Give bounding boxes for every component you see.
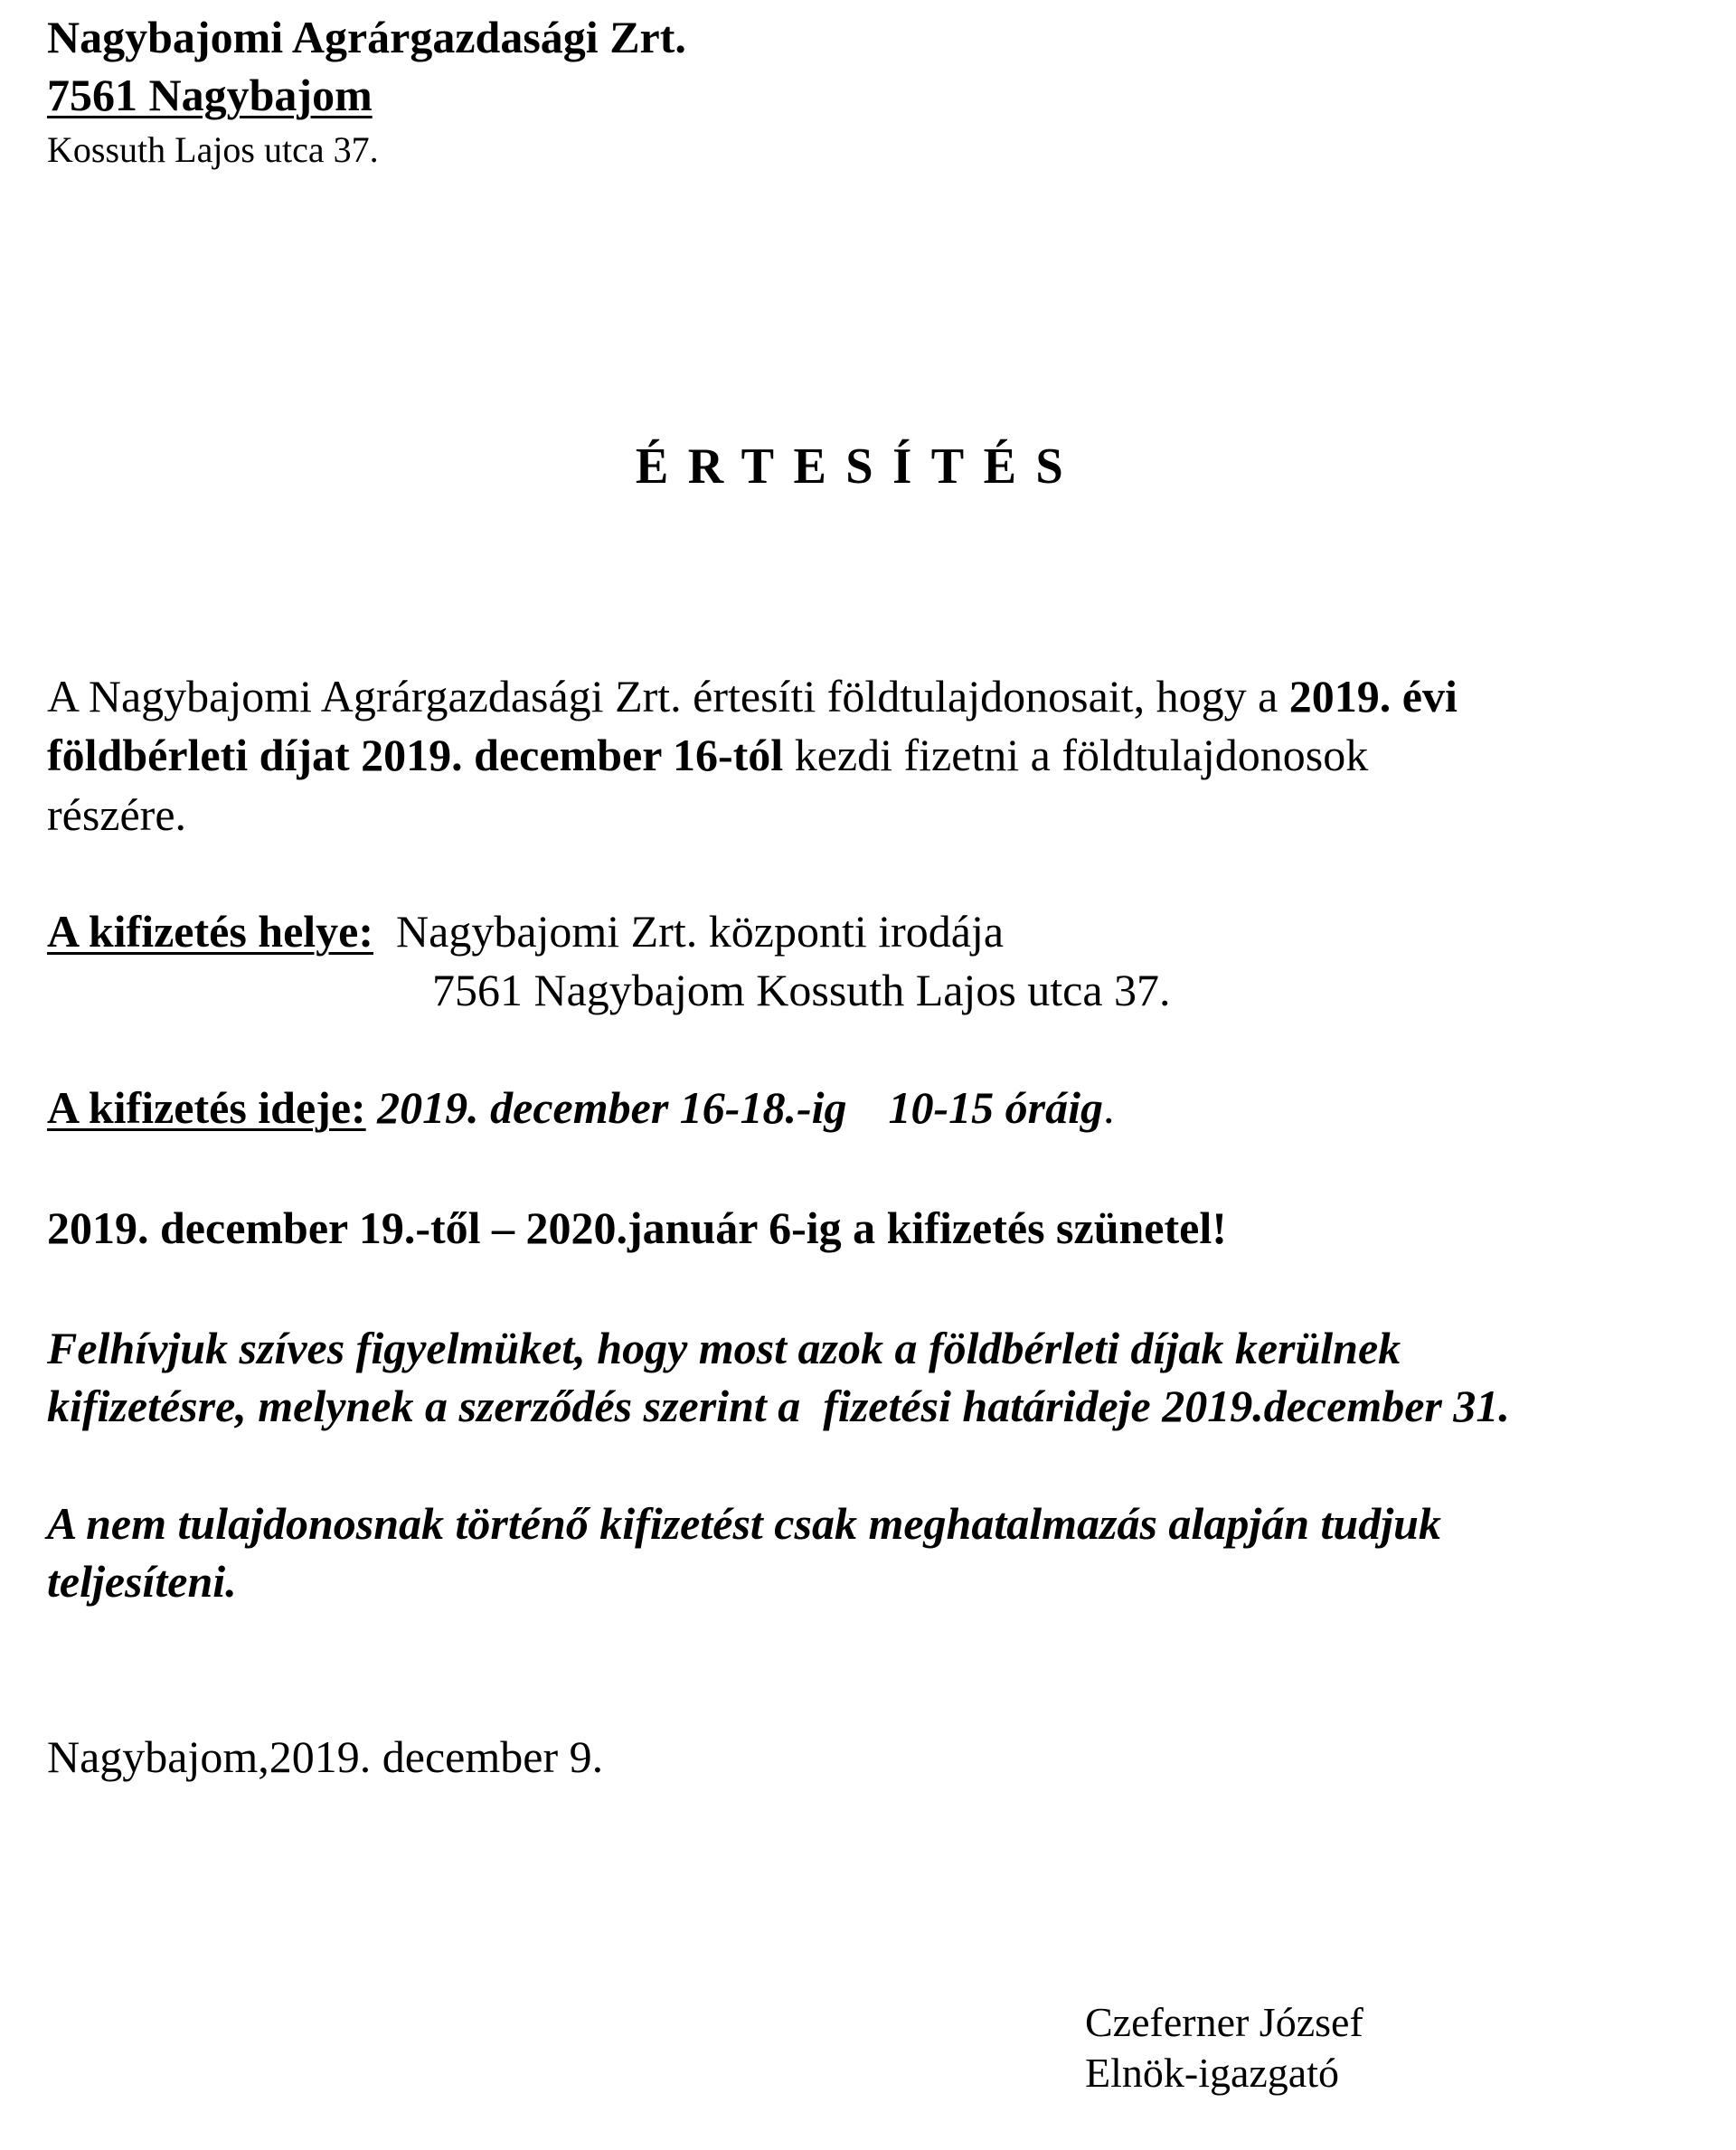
payment-time-end: . <box>1102 1082 1115 1133</box>
intro-text: A Nagybajomi Agrárgazdasági Zrt. értesíti földtulajdonosait, hogy a <box>47 671 1289 721</box>
signatory-name: Czeferner József <box>1085 1999 1363 2045</box>
intro-line <box>47 732 1368 778</box>
company-street: Kossuth Lajos utca 37. <box>47 129 379 170</box>
document-title: ÉRTESÍTÉS <box>635 438 1083 495</box>
place-and-date: Nagybajom,2019. december 9. <box>47 1731 604 1782</box>
intro-text: kezdi fizetni a földtulajdonosok <box>783 730 1369 780</box>
intro-fee-start: földbérleti díjat 2019. december 16-tól <box>47 730 784 780</box>
payment-place-label: A kifizetés helye: <box>47 906 374 957</box>
payment-place-value: Nagybajomi Zrt. központi irodája <box>396 906 1005 957</box>
company-name: Nagybajomi Agrárgazdasági Zrt. <box>47 12 686 62</box>
intro-year: 2019. évi <box>1288 671 1458 721</box>
payment-place-line <box>47 906 1005 957</box>
payment-time <box>47 1082 1115 1133</box>
notice-line: A nem tulajdonosnak történő kifizetést csak meghatalmazás alapján tudjuk <box>47 1498 1441 1549</box>
company-city: 7561 Nagybajom <box>47 70 373 120</box>
intro-line <box>47 671 1458 721</box>
signatory-position: Elnök-igazgató <box>1085 2050 1340 2096</box>
notice-line: Felhívjuk szíves figyelmüket, hogy most azok a földbérleti díjak kerülnek <box>47 1323 1401 1373</box>
payment-time-label: A kifizetés ideje: <box>47 1082 366 1133</box>
intro-line: részére. <box>47 789 187 840</box>
notice-line: teljesíteni. <box>47 1556 237 1607</box>
notice-line: kifizetésre, melynek a szerződés szerint a fizetési határideje 2019.december 31. <box>47 1381 1510 1431</box>
payment-time-dates: 2019. december 16-18.-ig <box>377 1082 847 1133</box>
payment-place-spacer <box>373 906 396 957</box>
payment-time-spacer <box>366 1082 378 1133</box>
payment-place-address: 7561 Nagybajom Kossuth Lajos utca 37. <box>432 965 1171 1015</box>
payment-time-hours: 10-15 óráig <box>888 1082 1103 1133</box>
pause-notice: 2019. december 19.-től – 2020.január 6-ig a kifizetés szünetel! <box>47 1202 1227 1253</box>
